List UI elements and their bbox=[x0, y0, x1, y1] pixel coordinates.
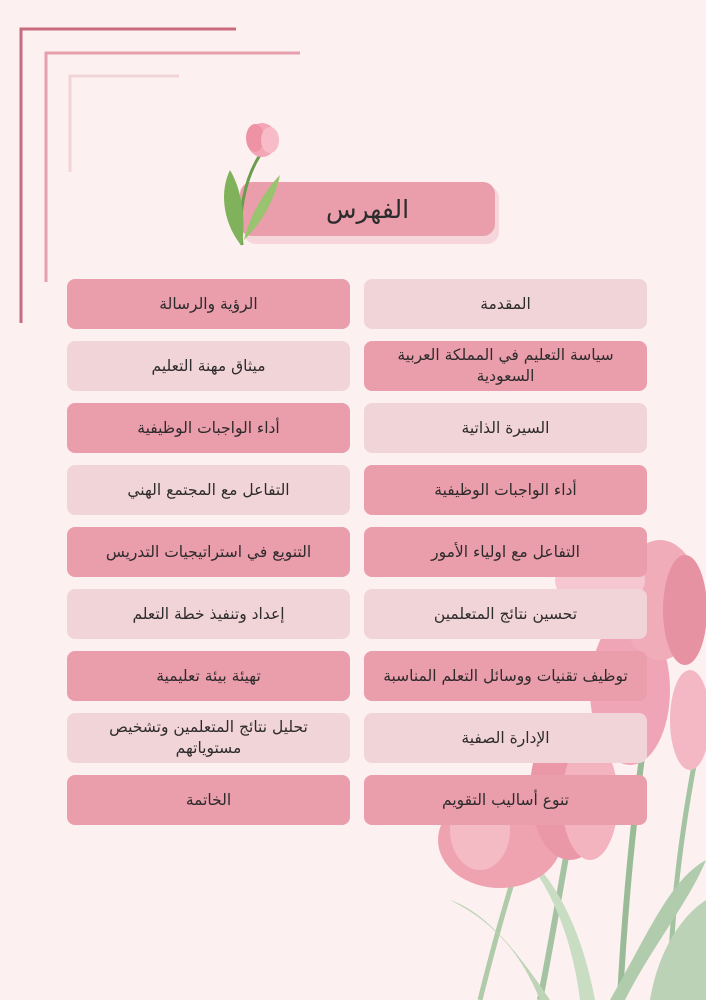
title-section bbox=[220, 120, 510, 250]
toc-item-learning-environment[interactable]: تهيئة بيئة تعليمية bbox=[67, 651, 350, 701]
toc-item-cv[interactable]: السيرة الذاتية bbox=[364, 403, 647, 453]
toc-item-job-duties-left[interactable]: أداء الواجبات الوظيفية bbox=[67, 403, 350, 453]
toc-item-vision-mission[interactable]: الرؤية والرسالة bbox=[67, 279, 350, 329]
toc-item-assessment-methods[interactable]: تنوع أساليب التقويم bbox=[364, 775, 647, 825]
toc-item-results-analysis[interactable]: تحليل نتائج المتعلمين وتشخيص مستوياتهم bbox=[67, 713, 350, 763]
toc-item-learning-technologies[interactable]: توظيف تقنيات ووسائل التعلم المناسبة bbox=[364, 651, 647, 701]
toc-item-learning-plan[interactable]: إعداد وتنفيذ خطة التعلم bbox=[67, 589, 350, 639]
toc-item-teaching-strategies[interactable]: التنويع في استراتيجيات التدريس bbox=[67, 527, 350, 577]
toc-item-classroom-management[interactable]: الإدارة الصفية bbox=[364, 713, 647, 763]
toc-item-introduction[interactable]: المقدمة bbox=[364, 279, 647, 329]
table-of-contents bbox=[67, 279, 649, 825]
toc-item-professional-community[interactable]: التفاعل مع المجتمع الهني bbox=[67, 465, 350, 515]
toc-item-improve-results[interactable]: تحسين نتائج المتعلمين bbox=[364, 589, 647, 639]
toc-item-education-policy[interactable]: سياسة التعليم في المملكة العربية السعودية bbox=[364, 341, 647, 391]
toc-item-job-duties-right[interactable]: أداء الواجبات الوظيفية bbox=[364, 465, 647, 515]
toc-item-conclusion[interactable]: الخاتمة bbox=[67, 775, 350, 825]
tulip-icon bbox=[220, 120, 290, 250]
page-title: الفهرس bbox=[240, 182, 495, 236]
toc-item-parents-interaction[interactable]: التفاعل مع اولياء الأمور bbox=[364, 527, 647, 577]
toc-item-teaching-charter[interactable]: ميثاق مهنة التعليم bbox=[67, 341, 350, 391]
